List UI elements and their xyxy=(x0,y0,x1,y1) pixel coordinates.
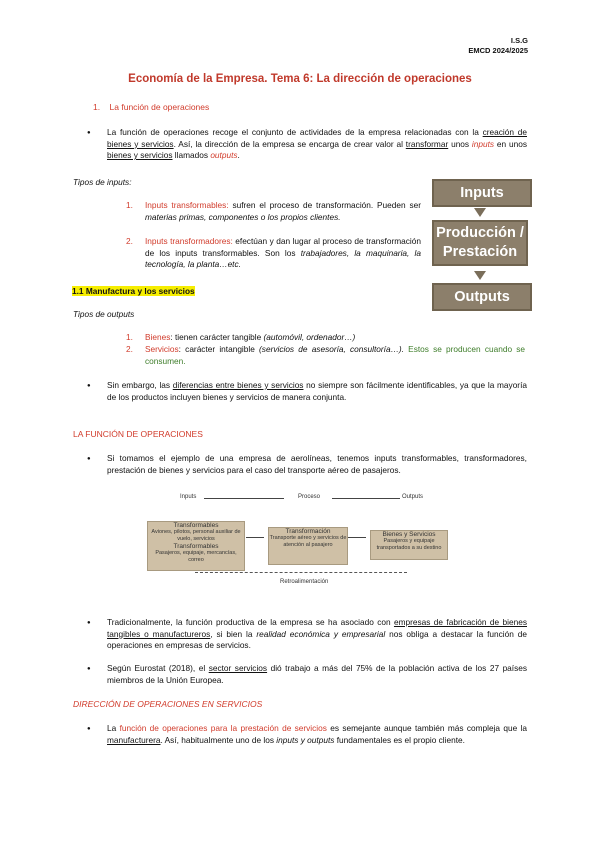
intro-underline-3: bienes y servicios xyxy=(107,150,173,161)
box3-title: Bienes y Servicios xyxy=(382,531,436,538)
diagram-arrow-line-2 xyxy=(332,498,400,499)
box1-title-1: Transformables xyxy=(173,522,219,529)
embargo-paragraph xyxy=(107,380,527,403)
intro-underline-2: transformar xyxy=(405,138,449,149)
inputs-item-2 xyxy=(126,236,421,271)
box2-title: Transformación xyxy=(285,528,331,535)
eurostat-paragraph xyxy=(107,663,527,686)
diagram-arrow-down-2 xyxy=(474,271,486,280)
section-1-1-heading: 1.1 Manufactura y los servicios xyxy=(72,286,195,296)
page-title: Economía de la Empresa. Tema 6: La dirección de operaciones xyxy=(128,73,472,85)
diagram-production-box: Producción / Prestación xyxy=(432,220,528,266)
outputs-item-2-number: 2. xyxy=(126,344,133,354)
header-line-1: I.S.G xyxy=(510,36,528,45)
inputs-item-2-number: 2. xyxy=(126,236,133,246)
diagram-inputs-box: Inputs xyxy=(432,179,532,207)
tradicional-text-2: , si bien la xyxy=(210,628,257,639)
final-italic: inputs y outputs xyxy=(276,734,335,745)
box1-text-1: Aviones, pilotos, personal auxiliar de vuelo, servicios xyxy=(151,529,241,542)
box2-text: Transporte aéreo y servicios de atención al pasajero xyxy=(269,535,347,548)
section-1-title: La función de operaciones xyxy=(109,102,210,112)
outputs-item-1-label: Bienes xyxy=(145,332,171,342)
intro-red-outputs: outputs xyxy=(210,150,238,161)
outputs-item-1-italic: (automóvil, ordenador…) xyxy=(263,332,356,342)
embargo-text-1: Sin embargo, las xyxy=(107,380,173,390)
final-text-3: . Así, habitualmente uno de los xyxy=(160,734,277,745)
intro-text-4: en unos xyxy=(494,138,527,149)
inputs-item-2-label: Inputs transformadores: xyxy=(145,236,233,246)
diagram-label-proceso: Proceso xyxy=(298,494,321,500)
final-text-2: es semejante aunque también más compleja que la xyxy=(326,723,527,733)
intro-red-inputs: inputs xyxy=(471,138,495,149)
outputs-item-2 xyxy=(126,344,526,367)
inputs-item-1-italic: materias primas, componentes o los propios clientes. xyxy=(145,211,341,222)
eurostat-underline: sector servicios xyxy=(208,663,268,673)
section-1-number: 1. xyxy=(93,102,101,112)
inputs-item-1 xyxy=(126,200,421,223)
diagram-feedback-label: Retroalimentación xyxy=(280,579,329,585)
eurostat-text-1: Según Eurostat (2018), el xyxy=(107,663,209,673)
diagram-arrow-down-1 xyxy=(474,208,486,217)
inputs-item-1-number: 1. xyxy=(126,200,133,210)
diagram-arrow-line-1 xyxy=(204,498,284,499)
diagram-connector-1 xyxy=(246,537,264,538)
diagram-box-transformacion xyxy=(268,527,348,565)
inputs-item-2-italic: trabajadores, la maquinaria, la tecnología, la planta…etc. xyxy=(145,247,421,270)
diagram-connector-2 xyxy=(348,537,366,538)
intro-text-5: llamados xyxy=(172,150,211,161)
tradicional-underline: empresas de fabricación de bienes tangibles o manufactureros xyxy=(107,617,527,639)
inputs-item-1-text: sufren el proceso de transformación. Pueden ser xyxy=(228,200,421,210)
intro-text-3: unos xyxy=(448,138,472,149)
box1-text-2: Pasajeros, equipaje, mercancías, correo xyxy=(155,550,237,563)
diagram-box-transformables xyxy=(147,521,245,571)
intro-underline-1: creación de bienes y servicios xyxy=(107,127,527,149)
diagram-outputs-box: Outputs xyxy=(432,283,532,311)
section-1-heading xyxy=(93,102,209,112)
aerolineas-paragraph: ● Si tomamos el ejemplo de una empresa de aerolíneas, tenemos inputs transformables, transformadores, prestación de bienes y servicios para el caso del transporte aéreo de pasajeros. xyxy=(107,453,527,476)
funcion-operaciones-heading: LA FUNCIÓN DE OPERACIONES xyxy=(73,429,203,439)
box1-title-2: Transformables xyxy=(173,543,219,550)
outputs-item-1 xyxy=(126,332,525,344)
tradicional-italic: realidad económica y empresarial xyxy=(256,628,386,639)
direccion-operaciones-heading: DIRECCIÓN DE OPERACIONES EN SERVICIOS xyxy=(73,699,263,709)
inputs-types-heading: Tipos de inputs: xyxy=(73,177,132,187)
inputs-item-1-label: Inputs transformables: xyxy=(145,200,229,210)
embargo-text-2: no siempre son fácilmente identificables, ya que la mayoría de los productos incluyen bienes y servicios de manera conjunta. xyxy=(107,380,527,402)
intro-text-2: . Así, la dirección de la empresa se encarga de crear valor al xyxy=(173,138,406,149)
outputs-item-2-label: Servicios xyxy=(145,344,179,354)
outputs-item-1-text: : tienen carácter tangible xyxy=(170,332,264,342)
intro-text-6: . xyxy=(237,150,240,161)
final-text-1: La xyxy=(107,723,120,733)
outputs-item-1-number: 1. xyxy=(126,332,133,342)
diagram-label-outputs: Outputs xyxy=(402,494,424,500)
box3-text: Pasajeros y equipaje transportados a su destino xyxy=(376,538,442,551)
intro-text-1: La función de operaciones recoge el conjunto de actividades de la empresa relacionadas con la xyxy=(107,127,483,137)
intro-paragraph xyxy=(107,127,527,162)
process-diagram xyxy=(140,492,460,592)
final-red-text: función de operaciones para la prestación de servicios xyxy=(119,723,327,733)
header-line-2: EMCD 2024/2025 xyxy=(468,46,528,55)
diagram-box-bienes xyxy=(370,530,448,560)
eurostat-text-2: dió trabajo a más del 75% de la población activa de los 27 países miembros de la Unión Europea. xyxy=(107,663,528,685)
tradicional-text-3: nos obliga a destacar la función de operaciones en empresas de servicios. xyxy=(107,628,527,651)
document-header xyxy=(468,36,528,56)
outputs-item-2-text: : carácter intangible xyxy=(178,344,260,354)
final-underline: manufacturera xyxy=(107,734,161,745)
outputs-item-2-italic: (servicios de asesoría, consultoría…). xyxy=(259,344,404,354)
final-paragraph xyxy=(107,723,527,746)
diagram-feedback-line xyxy=(195,572,407,573)
embargo-underline: diferencias entre bienes y servicios xyxy=(172,380,304,390)
outputs-item-2-green: Estos se producen cuando se consumen. xyxy=(145,344,526,366)
final-text-4: fundamentales es el propio cliente. xyxy=(334,734,465,745)
tradicional-text-1: Tradicionalmente, la función productiva de la empresa se ha asociado con xyxy=(107,617,394,627)
diagram-label-inputs: Inputs xyxy=(180,494,197,500)
inputs-item-2-text: efectúan y dan lugar al proceso de transformación de los inputs transformables. Son los xyxy=(145,236,421,258)
tradicional-paragraph xyxy=(107,617,527,652)
outputs-types-heading: Tipos de outputs xyxy=(73,309,135,319)
